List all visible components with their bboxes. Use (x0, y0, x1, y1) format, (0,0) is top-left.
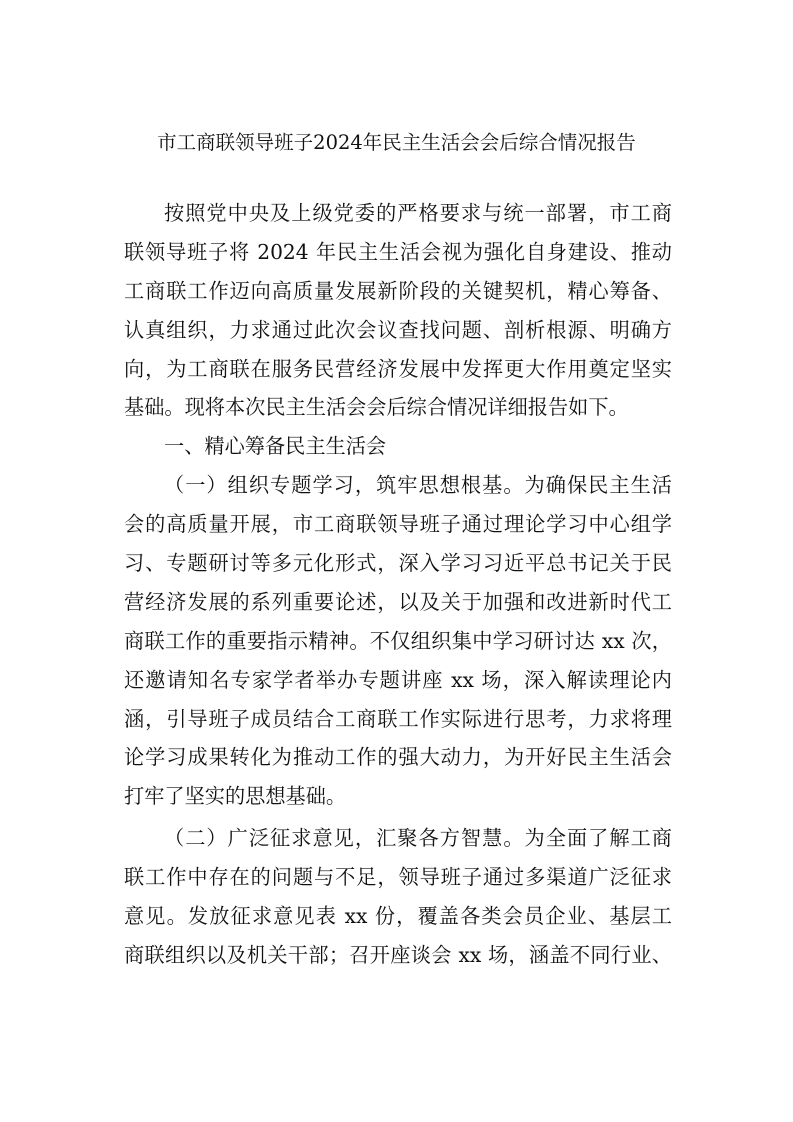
text-line: 打牢了坚实的思想基础。 (124, 784, 347, 809)
document-title: 市工商联领导班子2024年民主生活会会后综合情况报告 (157, 131, 636, 154)
text-line: 工商联工作迈向高质量发展新阶段的关键契机，精心筹备、 (124, 278, 672, 303)
text-line: （一）组织专题学习，筑牢思想根基。为确保民主生活 (164, 473, 672, 498)
paragraph-study (124, 466, 672, 816)
document-body (124, 194, 672, 975)
text-line: 按照党中央及上级党委的严格要求与统一部署，市工商 (164, 201, 672, 225)
text-line: （二）广泛征求意见，汇聚各方智慧。为全面了解工商 (164, 826, 672, 851)
text-line: 联领导班子将 2024 年民主生活会视为强化自身建设、推动 (124, 239, 672, 264)
text-line: 意见。发放征求意见表 xx 份，覆盖各类会员企业、基层工 (124, 904, 672, 929)
text-line: 向，为工商联在服务民营经济发展中发挥更大作用奠定坚实 (124, 356, 672, 381)
text-line: 还邀请知名专家学者举办专题讲座 xx 场，深入解读理论内 (124, 667, 672, 692)
text-line: 会的高质量开展，市工商联领导班子通过理论学习中心组学 (124, 512, 672, 537)
text-line: 营经济发展的系列重要论述，以及关于加强和改进新时代工 (124, 589, 672, 614)
text-line: 论学习成果转化为推动工作的强大动力，为开好民主生活会 (124, 745, 672, 770)
text-line: 商联组织以及机关干部；召开座谈会 xx 场，涵盖不同行业、 (124, 942, 672, 967)
text-line: 习、专题研讨等多元化形式，深入学习习近平总书记关于民 (124, 551, 672, 576)
text-line: 商联工作的重要指示精神。不仅组织集中学习研讨达 xx 次， (124, 628, 672, 653)
section-heading: 一、精心筹备民主生活会 (164, 434, 387, 459)
text-line: 认真组织，力求通过此次会议查找问题、剖析根源、明确方 (124, 317, 672, 342)
paragraph-intro (124, 194, 672, 427)
text-line: 联工作中存在的问题与不足，领导班子通过多渠道广泛征求 (124, 865, 672, 890)
paragraph-opinions (124, 819, 672, 975)
section-heading-1 (124, 427, 672, 466)
text-line: 基础。现将本次民主生活会会后综合情况详细报告如下。 (124, 395, 629, 420)
text-line: 涵，引导班子成员结合工商联工作实际进行思考，力求将理 (124, 706, 672, 731)
